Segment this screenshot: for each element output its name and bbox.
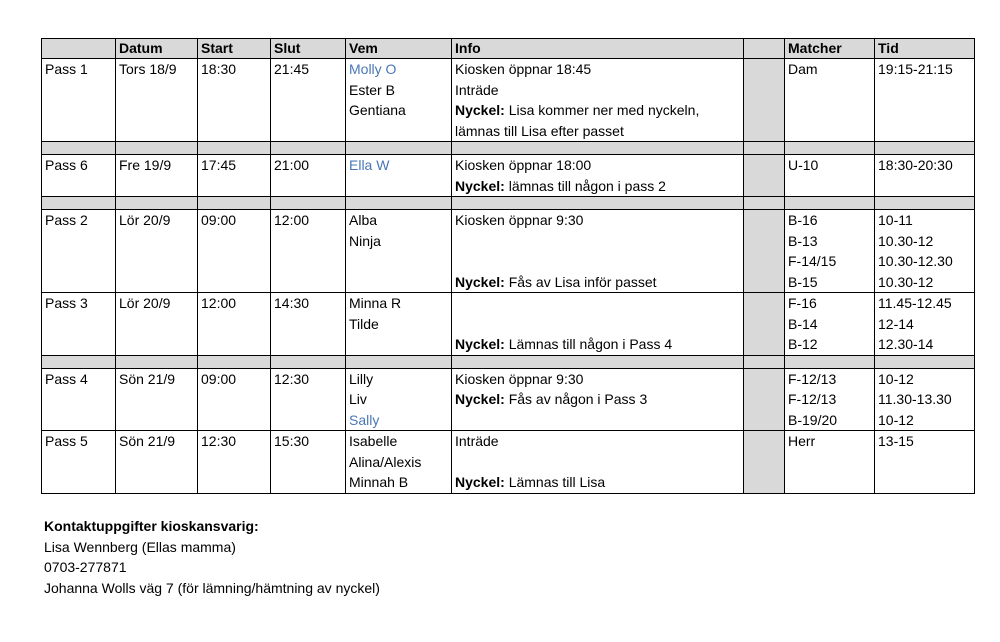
info-key-label: Nyckel: <box>455 102 505 118</box>
vem-name: Liv <box>349 391 367 407</box>
cell-tid <box>875 293 975 356</box>
vem-name: Isabelle <box>349 433 398 449</box>
info-text: Kiosken öppnar 9:30 <box>455 212 584 228</box>
gap-cell <box>744 59 785 142</box>
cell-datum: Lör 20/9 <box>116 210 198 293</box>
cell-datum: Sön 21/9 <box>116 368 198 431</box>
separator-cell <box>271 355 346 368</box>
separator-cell <box>785 197 875 210</box>
info-line <box>455 100 740 121</box>
header-gap <box>744 39 785 59</box>
match-name: B-14 <box>788 315 818 332</box>
separator-cell <box>346 197 452 210</box>
match-name: Dam <box>788 61 818 77</box>
cell-tid <box>875 59 975 142</box>
separator-cell <box>116 355 198 368</box>
cell-vem <box>346 431 452 494</box>
cell-info <box>452 210 744 293</box>
separator-cell <box>452 355 744 368</box>
match-name: B-13 <box>788 232 818 249</box>
info-key-label: Nyckel: <box>455 474 505 490</box>
separator-cell <box>271 197 346 210</box>
info-line <box>455 59 740 80</box>
match-time: 10.30-12 <box>878 273 934 290</box>
header-info: Info <box>452 39 744 59</box>
cell-info <box>452 59 744 142</box>
match-time: 18:30-20:30 <box>878 157 953 173</box>
cell-pass: Pass 3 <box>42 293 116 356</box>
match-name: B-15 <box>788 273 818 290</box>
separator-cell <box>116 197 198 210</box>
info-text: Lämnas till någon i Pass 4 <box>504 336 673 352</box>
header-matcher: Matcher <box>785 39 875 59</box>
separator-cell <box>875 142 975 155</box>
separator-cell <box>785 355 875 368</box>
cell-datum: Lör 20/9 <box>116 293 198 356</box>
separator-cell <box>198 142 271 155</box>
info-text: Lämnas till Lisa <box>504 474 606 490</box>
info-key-label: Nyckel: <box>455 336 505 352</box>
match-name: F-16 <box>788 295 817 311</box>
cell-pass: Pass 5 <box>42 431 116 494</box>
cell-info <box>452 293 744 356</box>
cell-matcher <box>785 368 875 431</box>
match-time: 10-12 <box>878 370 914 387</box>
cell-slut: 12:00 <box>271 210 346 293</box>
cell-datum: Fre 19/9 <box>116 155 198 197</box>
info-text: lämnas till Lisa efter passet <box>455 122 624 139</box>
contact-phone: 0703-277871 <box>44 559 127 575</box>
gap-cell <box>744 155 785 197</box>
vem-name: Ninja <box>349 232 381 249</box>
cell-start: 12:30 <box>198 431 271 494</box>
cell-vem <box>346 293 452 356</box>
info-line <box>455 472 740 493</box>
vem-name: Lilly <box>349 370 374 387</box>
info-line <box>455 80 740 101</box>
cell-tid <box>875 210 975 293</box>
cell-slut: 12:30 <box>271 368 346 431</box>
cell-matcher <box>785 59 875 142</box>
info-text: Inträde <box>455 433 499 449</box>
cell-matcher <box>785 155 875 197</box>
cell-pass: Pass 2 <box>42 210 116 293</box>
match-name: F-12/13 <box>788 391 837 407</box>
separator-cell <box>744 355 785 368</box>
schedule-row <box>42 431 975 494</box>
cell-pass: Pass 1 <box>42 59 116 142</box>
cell-info <box>452 155 744 197</box>
vem-name: Sally <box>349 411 380 428</box>
match-time: 11.30-13.30 <box>878 391 952 407</box>
separator-cell <box>198 197 271 210</box>
match-name: B-16 <box>788 212 818 228</box>
header-datum: Datum <box>116 39 198 59</box>
gap-cell <box>744 431 785 494</box>
contact-line: Lisa Wennberg (Ellas mamma) <box>44 538 236 555</box>
cell-slut: 21:00 <box>271 155 346 197</box>
info-line <box>455 293 740 314</box>
cell-info <box>452 431 744 494</box>
separator-cell <box>744 197 785 210</box>
schedule-row <box>42 155 975 197</box>
cell-slut: 21:45 <box>271 59 346 142</box>
info-line <box>455 272 740 293</box>
cell-datum: Tors 18/9 <box>116 59 198 142</box>
cell-start: 17:45 <box>198 155 271 197</box>
info-line <box>455 431 740 452</box>
info-text: Inträde <box>455 81 499 98</box>
schedule-row <box>42 59 975 142</box>
cell-matcher <box>785 431 875 494</box>
kiosk-schedule-table <box>41 38 975 494</box>
info-text: lämnas till någon i pass 2 <box>504 177 666 194</box>
info-text: Kiosken öppnar 9:30 <box>455 370 584 387</box>
match-name: F-12/13 <box>788 370 837 387</box>
contact-address: Johanna Wolls väg 7 (för lämning/hämtning av nyckel) <box>44 579 380 596</box>
separator-cell <box>875 197 975 210</box>
separator-cell <box>198 355 271 368</box>
header-tid: Tid <box>875 39 975 59</box>
match-time: 10.30-12 <box>878 232 934 249</box>
match-time: 11.45-12.45 <box>878 295 952 311</box>
info-line <box>455 121 740 142</box>
cell-tid <box>875 368 975 431</box>
info-key-label: Nyckel: <box>455 391 505 407</box>
separator-cell <box>452 142 744 155</box>
separator-cell <box>346 142 452 155</box>
schedule-row <box>42 293 975 356</box>
vem-name: Minna R <box>349 295 402 311</box>
info-line <box>455 155 740 176</box>
vem-name: Gentiana <box>349 102 406 118</box>
match-time: 19:15-21:15 <box>878 61 953 77</box>
match-time: 12-14 <box>878 315 914 332</box>
match-time: 10-12 <box>878 411 914 428</box>
cell-datum: Sön 21/9 <box>116 431 198 494</box>
vem-name: Minnah B <box>349 474 409 490</box>
cell-start: 18:30 <box>198 59 271 142</box>
info-text: Kiosken öppnar 18:45 <box>455 61 592 77</box>
cell-vem <box>346 368 452 431</box>
info-line <box>455 369 740 390</box>
cell-pass: Pass 6 <box>42 155 116 197</box>
vem-name: Alba <box>349 212 378 228</box>
cell-pass: Pass 4 <box>42 368 116 431</box>
separator-cell <box>346 355 452 368</box>
info-text: Lisa kommer ner med nyckeln, <box>504 102 700 118</box>
cell-matcher <box>785 210 875 293</box>
separator-row <box>42 197 975 210</box>
header-row <box>42 39 975 59</box>
separator-row <box>42 142 975 155</box>
info-line <box>455 452 740 473</box>
info-line <box>455 210 740 231</box>
vem-name: Tilde <box>349 315 379 332</box>
contact-heading: Kontaktuppgifter kioskansvarig: <box>44 518 259 534</box>
info-line <box>455 176 740 197</box>
gap-cell <box>744 368 785 431</box>
cell-start: 12:00 <box>198 293 271 356</box>
match-name: F-14/15 <box>788 253 837 269</box>
match-time: 10-11 <box>878 212 913 228</box>
match-time: 12.30-14 <box>878 336 934 352</box>
info-line <box>455 231 740 252</box>
cell-matcher <box>785 293 875 356</box>
cell-vem <box>346 59 452 142</box>
separator-cell <box>42 142 116 155</box>
info-text: Kiosken öppnar 18:00 <box>455 157 592 173</box>
cell-tid <box>875 431 975 494</box>
match-name: B-12 <box>788 336 818 352</box>
separator-cell <box>744 142 785 155</box>
vem-name: Ester B <box>349 81 395 98</box>
cell-start: 09:00 <box>198 210 271 293</box>
separator-cell <box>271 142 346 155</box>
cell-start: 09:00 <box>198 368 271 431</box>
cell-info <box>452 368 744 431</box>
info-key-label: Nyckel: <box>455 273 505 290</box>
info-line <box>455 334 740 355</box>
vem-name: Ella W <box>349 157 390 173</box>
cell-slut: 14:30 <box>271 293 346 356</box>
separator-cell <box>42 197 116 210</box>
match-name: U-10 <box>788 157 819 173</box>
info-line <box>455 389 740 410</box>
contact-info <box>44 516 380 598</box>
schedule-body <box>42 59 975 494</box>
match-name: B-19/20 <box>788 411 838 428</box>
vem-name: Molly O <box>349 61 397 77</box>
info-line <box>455 314 740 335</box>
match-time: 10.30-12.30 <box>878 253 953 269</box>
info-text: Fås av Lisa inför passet <box>504 273 657 290</box>
separator-cell <box>452 197 744 210</box>
separator-cell <box>116 142 198 155</box>
header-slut: Slut <box>271 39 346 59</box>
vem-name: Alina/Alexis <box>349 453 422 470</box>
info-key-label: Nyckel: <box>455 177 505 194</box>
separator-cell <box>785 142 875 155</box>
cell-vem <box>346 155 452 197</box>
header-vem: Vem <box>346 39 452 59</box>
info-text: Fås av någon i Pass 3 <box>504 391 648 407</box>
cell-tid <box>875 155 975 197</box>
schedule-row <box>42 368 975 431</box>
gap-cell <box>744 293 785 356</box>
header-pass <box>42 39 116 59</box>
match-time: 13-15 <box>878 433 914 449</box>
header-start: Start <box>198 39 271 59</box>
cell-vem <box>346 210 452 293</box>
separator-cell <box>875 355 975 368</box>
schedule-row <box>42 210 975 293</box>
separator-row <box>42 355 975 368</box>
cell-slut: 15:30 <box>271 431 346 494</box>
gap-cell <box>744 210 785 293</box>
info-line <box>455 251 740 272</box>
match-name: Herr <box>788 433 816 449</box>
separator-cell <box>42 355 116 368</box>
